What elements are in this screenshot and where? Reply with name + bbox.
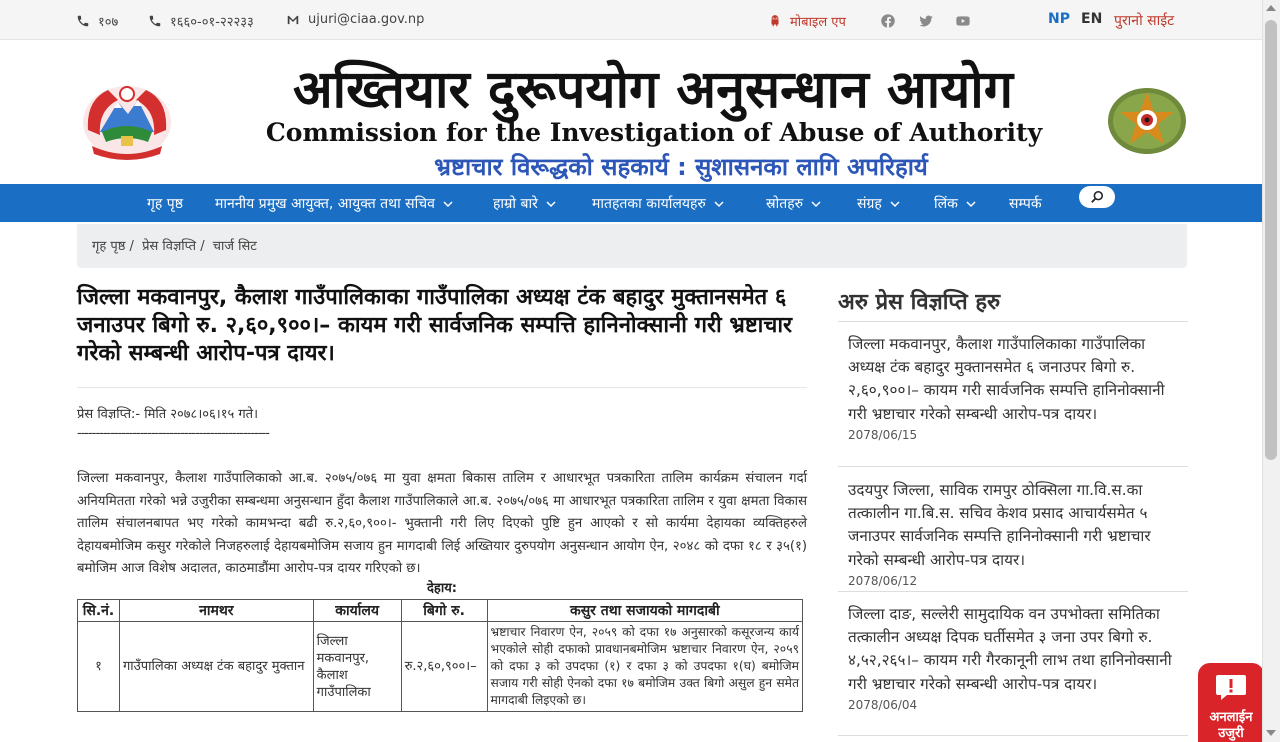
site-tagline: भ्रष्टाचार विरूद्धको सहकार्य : सुशासनका लागि अपरिहार्य <box>434 153 928 181</box>
twitter-icon <box>918 13 934 29</box>
sidebar-news-date: 2078/06/15 <box>848 427 918 442</box>
sidebar-divider <box>838 466 1188 467</box>
lang-np-link[interactable]: NP <box>1048 11 1070 27</box>
separator-dashes: ---------------------------------------------------- <box>77 426 269 441</box>
nav-archive[interactable] <box>857 194 900 213</box>
scrollbar-thumb[interactable] <box>1265 20 1277 460</box>
col-header-sn: सि.नं. <box>78 600 120 622</box>
breadcrumb <box>77 224 1187 268</box>
nav-home-label: गृह पृष्ठ <box>147 196 183 212</box>
mobile-app-text: मोबाइल एप <box>790 15 846 30</box>
nav-about[interactable] <box>493 194 556 213</box>
nav-resources-label: स्रोतहरु <box>766 196 804 212</box>
nav-commissioners[interactable] <box>215 194 453 213</box>
scroll-down-arrow-icon[interactable] <box>1266 730 1276 736</box>
cell-sn: १ <box>78 622 120 712</box>
table-row <box>78 622 803 712</box>
breadcrumb-home[interactable]: गृह पृष्ठ / <box>92 239 134 254</box>
nav-offices-label: मातहतका कार्यालयहरु <box>592 196 706 212</box>
chevron-down-icon <box>443 199 453 209</box>
nav-links-label: लिंक <box>934 196 958 212</box>
nav-contact-label: सम्पर्क <box>1009 196 1042 212</box>
online-complaint-line1: अनलाईन <box>1209 710 1253 725</box>
search-icon <box>1090 190 1104 204</box>
site-title-nepali: अख्तियार दुरूपयोग अनुसन्धान आयोग <box>292 60 1014 120</box>
title-divider <box>77 387 807 388</box>
mobile-app-link[interactable] <box>768 12 846 30</box>
breadcrumb-press[interactable]: प्रेस विज्ञप्ति / <box>142 239 205 254</box>
mail-icon <box>286 13 300 27</box>
sidebar-news-title[interactable]: उदयपुर जिल्ला, साविक रामपुर ठोक्सिला गा.वि.स.का तत्कालीन गा.बि.स. सचिव केशव प्रसाद आचार्यसमेत ५ जनाउपर सार्वजनिक सम्पत्ति हानिनोक्सानी गरी भ्रष्टाचार गरेको सम्बन्धी आरोप-पत्र दायर। <box>848 481 1151 569</box>
hotline-short[interactable] <box>76 12 118 30</box>
phone-icon <box>148 14 162 28</box>
facebook-icon <box>880 13 896 29</box>
phone-icon <box>76 14 90 28</box>
twitter-link[interactable] <box>918 13 934 29</box>
top-bar <box>0 0 1262 40</box>
nav-archive-label: संग्रह <box>857 196 882 212</box>
sidebar-divider <box>838 321 1188 322</box>
sidebar-news-title[interactable]: जिल्ला दाङ, सल्लेरी सामुदायिक वन उपभोक्ता समितिका तत्कालीन अध्यक्ष दिपक घर्तीसमेत ३ जना उपर बिगो रु. ४,५२,२६५।– कायम गरी गैरकानूनी लाभ तथा हानिनोक्सानी गरी भ्रष्टाचार गरेको सम्बन्धी आरोप-पत्र दायर। <box>848 605 1172 693</box>
old-site-link[interactable]: पुरानो साईट <box>1114 13 1175 29</box>
chevron-down-icon <box>546 199 556 209</box>
chevron-down-icon <box>714 199 724 209</box>
table-caption: देहाय: <box>427 581 457 596</box>
hotline-long[interactable] <box>148 12 254 30</box>
nepal-emblem-icon[interactable] <box>78 80 176 164</box>
ciaa-logo-icon[interactable] <box>1106 86 1188 156</box>
col-header-office: कार्यालय <box>313 600 401 622</box>
sidebar-news-title[interactable]: जिल्ला मकवानपुर, कैलाश गाउँपालिकाका गाउँपालिका अध्यक्ष टंक बहादुर मुक्तानसमेत ६ जनाउपर बिगो रु. २,६०,९००।– कायम गरी सार्वजनिक सम्पत्ति हानिनोक्सानी गरी भ्रष्टाचार गरेको सम्बन्धी आरोप-पत्र दायर। <box>848 335 1165 423</box>
youtube-icon <box>955 13 971 29</box>
lang-en-link[interactable]: EN <box>1081 11 1103 27</box>
accused-table <box>77 599 803 712</box>
cell-office: जिल्ला मकवानपुर, कैलाश गाउँपालिका <box>313 622 401 712</box>
breadcrumb-current: चार्ज सिट <box>212 239 257 254</box>
press-release-date: प्रेस विज्ञप्ति:- मिति २०७८।०६।१५ गते। <box>77 407 259 422</box>
search-button[interactable] <box>1079 186 1115 208</box>
nav-offices[interactable] <box>592 194 724 213</box>
email-text: ujuri@ciaa.gov.np <box>308 12 425 27</box>
chevron-down-icon <box>890 199 900 209</box>
sidebar-news-item[interactable] <box>848 603 1184 712</box>
sidebar-news-date: 2078/06/04 <box>848 697 918 712</box>
sidebar-news-date: 2078/06/12 <box>848 573 918 588</box>
cell-name: गाउँपालिका अध्यक्ष टंक बहादुर मुक्तान <box>119 622 313 712</box>
android-icon <box>768 14 782 28</box>
online-complaint-button[interactable] <box>1198 663 1264 742</box>
hotline-long-text: १६६०-०१-२२२३३ <box>170 15 254 30</box>
table-header-row <box>78 600 803 622</box>
nav-links[interactable] <box>934 194 976 213</box>
cell-crime: भ्रष्टाचार निवारण ऐन, २०५९ को दफा १७ अनुसारको कसूरजन्य कार्य भएकोले सोही दफाको प्रावधानबमोजिम भ्रष्टाचार निवारण ऐन, २०५९ को दफा ३ को उपदफा (१) र दफा ३ को उपदफा १(घ) बमोजिम सजाय गरी सोही ऐनको दफा १७ बमोजिम उक्त बिगो असुल हुन समेत मागदाबी लिइएको छ। <box>487 622 802 712</box>
email-link[interactable] <box>286 12 424 27</box>
chevron-down-icon <box>966 199 976 209</box>
main-navigation <box>0 184 1262 222</box>
article-title: जिल्ला मकवानपुर, कैलाश गाउँपालिकाका गाउँपालिका अध्यक्ष टंक बहादुर मुक्तानसमेत ६ जनाउपर बिगो रु. २,६०,९००।– कायम गरी सार्वजनिक सम्पत्ति हानिनोक्सानी गरी भ्रष्टाचार गरेको सम्बन्धी आरोप-पत्र दायर। <box>77 285 793 366</box>
nav-resources[interactable] <box>766 194 821 213</box>
article-body: जिल्ला मकवानपुर, कैलाश गाउँपालिकाको आ.ब. २०७५/०७६ मा युवा क्षमता बिकास तालिम र आधारभूत पत्रकारिता तालिम कार्यक्रम संचालन गर्दा अनियमितता गरेको भन्ने उजुरीका सम्बन्धमा अनुसन्धान हुँदा कैलाश गाउँपालिकाले आ.ब. २०७५/०७६ मा आधारभूत पत्रकारिता तालिम र युवा क्षमता विकास तालिम संचालनबापत भए गरेको कामभन्दा बढी रु.२,६०,९००।- भुक्तानी गरी लिए दिएको पुष्टि हुन आएको र सो कार्यमा देहायका व्यक्तिहरुले देहायबमोजिम कसुर गरेकोले निजहरुलाई देहायबमोजिम सजाय हुन मागदाबी लिई अख्तियार दुरुपयोग अनुसन्धान आयोग ऐन, २०४८ को दफा १८ र ३५(१) बमोजिम आज विशेष अदालत, काठमाडौंमा आरोप-पत्र दायर गरिएको छ। <box>77 471 807 577</box>
youtube-link[interactable] <box>955 13 971 29</box>
col-header-crime: कसुर तथा सजायको मागदाबी <box>487 600 802 622</box>
sidebar-heading: अरु प्रेस विज्ञप्ति हरु <box>838 290 1001 315</box>
sidebar-divider <box>838 591 1188 592</box>
nav-about-label: हाम्रो बारे <box>493 196 538 212</box>
site-title-english: Commission for the Investigation of Abuse of Authority <box>265 118 1043 147</box>
nav-home[interactable] <box>147 194 183 213</box>
sidebar-divider <box>838 735 1188 736</box>
cell-amount: रु.२,६०,९००।– <box>401 622 487 712</box>
col-header-name: नामथर <box>119 600 313 622</box>
nav-commissioners-label: माननीय प्रमुख आयुक्त, आयुक्त तथा सचिव <box>215 196 435 212</box>
col-header-amount: बिगो रु. <box>401 600 487 622</box>
online-complaint-line2: उजुरी <box>1218 726 1244 741</box>
sidebar-news-item[interactable] <box>848 479 1184 588</box>
hotline-short-text: १०७ <box>98 15 119 30</box>
complaint-icon <box>1215 673 1247 701</box>
nav-contact[interactable] <box>1009 194 1042 213</box>
facebook-link[interactable] <box>880 13 896 29</box>
sidebar-news-item[interactable] <box>848 333 1184 442</box>
scroll-up-arrow-icon[interactable] <box>1266 5 1276 11</box>
chevron-down-icon <box>811 199 821 209</box>
